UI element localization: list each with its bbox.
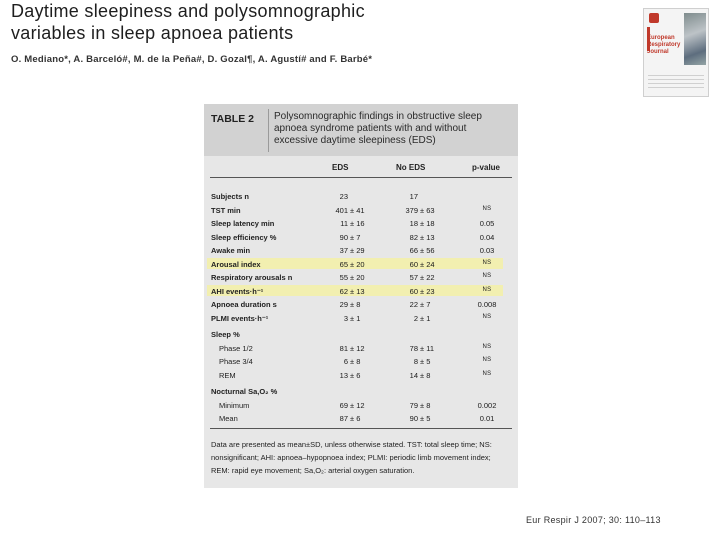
eds-mean: 6	[343, 357, 348, 366]
table-row	[204, 386, 518, 399]
eds-mean: 29	[339, 300, 348, 309]
row-label: Apnoea duration s	[211, 300, 277, 309]
no-eds-sd: ± 5	[420, 357, 431, 366]
eds-mean: 37	[339, 246, 348, 255]
row-label: Phase 3/4	[219, 357, 253, 366]
eds-mean: 87	[339, 414, 348, 423]
eds-sd-value: 1	[356, 313, 361, 323]
row-label: Awake min	[211, 246, 251, 255]
table-row	[204, 356, 518, 369]
eds-mean: 13	[339, 370, 348, 380]
no-eds-mean: 379	[405, 205, 418, 215]
table-row	[204, 205, 518, 218]
eds-sd-value: 6	[356, 370, 361, 380]
eds-mean: 401	[335, 205, 348, 215]
table-header-band	[204, 104, 518, 156]
no-eds-mean: 79	[409, 400, 418, 410]
p-value: NS	[482, 273, 492, 279]
no-eds-mean: 60	[409, 259, 418, 269]
no-eds-sd-value: 5	[426, 357, 431, 366]
no-eds-sd: ± 11	[420, 343, 434, 353]
no-eds-sd-value: 22	[426, 273, 435, 282]
no-eds-sd-value: 24	[426, 259, 435, 269]
no-eds-mean: 60	[409, 286, 418, 296]
table-row	[204, 370, 518, 383]
eds-mean: 55	[339, 273, 348, 282]
no-eds-sd-value: 5	[426, 414, 431, 423]
p-value: 0.03	[479, 246, 495, 255]
row-label: Minimum	[219, 400, 250, 410]
eds-sd-value: 12	[356, 343, 365, 353]
no-eds-sd-value: 8	[426, 370, 431, 380]
eds-sd-value: 29	[356, 246, 365, 255]
eds-sd-value: 20	[356, 273, 365, 282]
no-eds-sd: ± 56	[420, 246, 435, 255]
row-label: Phase 1/2	[219, 343, 253, 353]
eds-sd-value: 8	[356, 300, 361, 309]
citation: Eur Respir J 2007; 30: 110–113	[526, 515, 661, 525]
paper-title-line-2: variables in sleep apnoea patients	[11, 23, 294, 43]
results-table	[204, 104, 518, 488]
row-label: PLMI events·h⁻¹	[211, 313, 269, 323]
no-eds-mean: 2	[413, 313, 418, 323]
table-row	[204, 218, 518, 231]
journal-cover-photo	[684, 13, 706, 65]
p-value: NS	[482, 357, 492, 363]
no-eds-sd-value: 18	[426, 219, 435, 228]
p-value: NS	[482, 286, 492, 293]
no-eds-mean: 17	[409, 192, 418, 201]
no-eds-mean: 22	[409, 300, 418, 309]
no-eds-sd: ± 63	[420, 205, 435, 215]
p-value: 0.008	[477, 300, 497, 309]
journal-crest-icon	[649, 13, 659, 23]
row-label: Sleep latency min	[211, 219, 275, 228]
no-eds-mean: 18	[409, 219, 418, 228]
no-eds-sd-value: 8	[426, 400, 431, 410]
eds-sd-value: 7	[356, 232, 361, 242]
eds-sd: ± 20	[350, 259, 365, 269]
journal-cover-lines	[648, 75, 704, 91]
row-label: TST min	[211, 205, 241, 215]
no-eds-mean: 8	[413, 357, 418, 366]
p-value: 0.05	[479, 219, 495, 228]
p-value: NS	[482, 313, 492, 320]
table-row	[204, 232, 518, 245]
no-eds-mean: 78	[409, 343, 418, 353]
row-label: Sleep %	[211, 330, 240, 339]
table-row	[204, 272, 518, 285]
eds-mean: 69	[339, 400, 348, 410]
eds-sd-value: 6	[356, 414, 361, 423]
table-footnote: Data are presented as mean±SD, unless otherwise stated. TST: total sleep time; NS: nonsignificant; AHI: apnoea–hypopnoea index; PLMI: periodic limb movement index; REM: rapid eye movement; Sa,O₂: arterial oxygen saturation.	[211, 440, 492, 475]
eds-sd-value: 16	[356, 219, 365, 228]
no-eds-sd-value: 11	[426, 343, 434, 353]
table-row	[204, 286, 518, 299]
eds-sd: ± 29	[350, 246, 365, 255]
no-eds-mean: 14	[409, 370, 418, 380]
eds-sd: ± 1	[350, 313, 361, 323]
eds-mean: 81	[339, 343, 348, 353]
eds-mean: 90	[339, 232, 348, 242]
no-eds-mean: 57	[409, 273, 418, 282]
bottom-rule	[210, 428, 512, 429]
table-label: TABLE 2	[211, 113, 254, 125]
no-eds-sd: ± 23	[420, 286, 435, 296]
p-value: 0.01	[479, 414, 495, 423]
eds-sd: ± 7	[350, 232, 361, 242]
paper-title-line-1: Daytime sleepiness and polysomnographic	[11, 1, 365, 21]
eds-sd-value: 20	[356, 259, 365, 269]
no-eds-sd: ± 18	[420, 219, 435, 228]
table-row	[204, 400, 518, 413]
p-value: 0.002	[477, 400, 497, 410]
no-eds-sd-value: 63	[426, 205, 435, 215]
eds-sd: ± 12	[350, 400, 365, 410]
row-label: Subjects n	[211, 192, 249, 201]
no-eds-sd: ± 8	[420, 370, 431, 380]
eds-mean: 62	[339, 286, 348, 296]
eds-sd: ± 12	[350, 343, 365, 353]
no-eds-sd: ± 1	[420, 313, 431, 323]
eds-mean: 3	[343, 313, 348, 323]
eds-sd: ± 16	[350, 219, 365, 228]
table-row	[204, 191, 518, 204]
eds-mean: 65	[339, 259, 348, 269]
p-value: 0.04	[479, 232, 495, 242]
journal-name: European Respiratory Journal	[647, 35, 681, 55]
eds-mean: 11	[340, 219, 348, 228]
eds-mean: 23	[339, 192, 348, 201]
p-value: NS	[482, 343, 492, 350]
no-eds-sd-value: 13	[426, 232, 435, 242]
p-value: NS	[482, 370, 492, 377]
no-eds-sd-value: 23	[426, 286, 435, 296]
table-row	[204, 245, 518, 258]
p-value: NS	[482, 205, 492, 212]
eds-sd: ± 20	[350, 273, 365, 282]
table-caption: Polysomnographic findings in obstructive sleep apnoea syndrome patients with and without excessive daytime sleepiness (EDS)	[274, 111, 482, 146]
table-row	[204, 413, 518, 426]
eds-sd: ± 6	[350, 370, 361, 380]
eds-sd: ± 41	[350, 205, 365, 215]
eds-sd-value: 13	[356, 286, 365, 296]
column-header-eds: EDS	[332, 163, 349, 172]
column-header-p-value: p-value	[472, 163, 501, 172]
row-label: Sleep efficiency %	[211, 232, 277, 242]
row-label: Respiratory arousals n	[211, 273, 293, 282]
no-eds-sd: ± 13	[420, 232, 435, 242]
p-value: NS	[482, 259, 492, 266]
eds-sd: ± 13	[350, 286, 365, 296]
table-header-divider	[268, 109, 269, 152]
eds-sd-value: 8	[356, 357, 361, 366]
no-eds-sd: ± 24	[420, 259, 435, 269]
paper-title	[11, 0, 611, 44]
journal-cover	[643, 8, 709, 97]
no-eds-sd: ± 7	[420, 300, 431, 309]
table-row	[204, 343, 518, 356]
eds-sd: ± 6	[350, 414, 361, 423]
no-eds-sd: ± 5	[420, 414, 431, 423]
no-eds-mean: 82	[409, 232, 418, 242]
no-eds-sd: ± 8	[420, 400, 431, 410]
row-label: REM	[219, 370, 236, 380]
eds-sd-value: 41	[356, 205, 365, 215]
no-eds-sd-value: 1	[426, 313, 431, 323]
row-label: Mean	[219, 414, 238, 423]
no-eds-sd-value: 7	[426, 300, 431, 309]
eds-sd: ± 8	[350, 300, 361, 309]
no-eds-mean: 90	[409, 414, 418, 423]
table-row	[204, 313, 518, 326]
table-row	[204, 299, 518, 312]
no-eds-mean: 66	[409, 246, 418, 255]
table-row	[204, 329, 518, 342]
column-header-no-eds: No EDS	[396, 163, 426, 172]
table-row	[204, 259, 518, 272]
no-eds-sd: ± 22	[420, 273, 435, 282]
row-label: AHI events·h⁻¹	[211, 286, 264, 296]
eds-sd-value: 12	[356, 400, 365, 410]
row-label: Arousal index	[211, 259, 261, 269]
paper-authors: O. Mediano*, A. Barceló#, M. de la Peña#, D. Gozal¶, A. Agustí# and F. Barbé*	[11, 54, 373, 65]
no-eds-sd-value: 56	[426, 246, 435, 255]
eds-sd: ± 8	[350, 357, 361, 366]
header-rule	[210, 177, 512, 178]
row-label: Nocturnal Sa,O₂ %	[211, 387, 278, 396]
